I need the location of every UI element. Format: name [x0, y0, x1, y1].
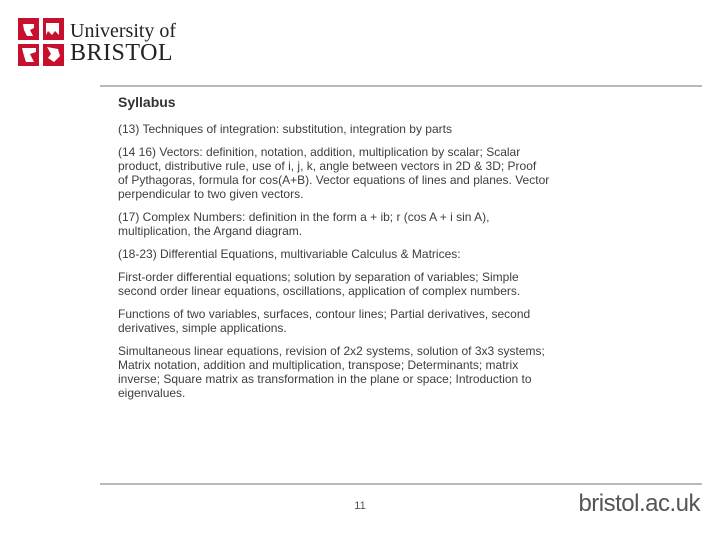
page-number: 11 — [354, 500, 366, 512]
logo-text-bristol: BRISTOL — [70, 40, 174, 66]
syllabus-item-linear-equations-matrices: Simultaneous linear equations, revision of 2x2 systems, solution of 3x3 systems; Matrix notation, addition and multiplication, transpose; Determinants; matrix inverse; Square matrix as transformation in the plane or space; Introduction to eigenvalues. — [118, 344, 545, 400]
footer-website: bristol.ac.uk — [578, 490, 700, 517]
slide-content — [118, 90, 638, 409]
syllabus-item-integration: (13) Techniques of integration: substitution, integration by parts — [118, 122, 452, 136]
header-divider — [100, 85, 702, 87]
logo-text-university-of: University of — [70, 20, 177, 42]
university-crest-icon — [18, 18, 64, 66]
syllabus-item-vectors: (14 16) Vectors: definition, notation, addition, multiplication by scalar; Scalar product, distributive rule, use of i, j, k, angle between vectors in 2D & 3D; Proof of Pythagoras, formula for cos(A+B). Vector equations of lines and planes. Vector perpendicular to two given vectors. — [118, 145, 550, 201]
syllabus-item-two-variable-functions: Functions of two variables, surfaces, contour lines; Partial derivatives, second derivatives, simple applications. — [118, 307, 531, 335]
syllabus-item-first-order-odes: First-order differential equations; solution by separation of variables; Simple second order linear equations, oscillations, application of complex numbers. — [118, 270, 521, 298]
footer-divider — [100, 483, 702, 485]
syllabus-item-complex-numbers: (17) Complex Numbers: definition in the form a + ib; r (cos A + i sin A), multiplication, the Argand diagram. — [118, 210, 490, 238]
university-logo — [18, 18, 178, 70]
syllabus-item-differential-equations: (18-23) Differential Equations, multivariable Calculus & Matrices: — [118, 247, 461, 261]
slide-title: Syllabus — [118, 94, 176, 110]
